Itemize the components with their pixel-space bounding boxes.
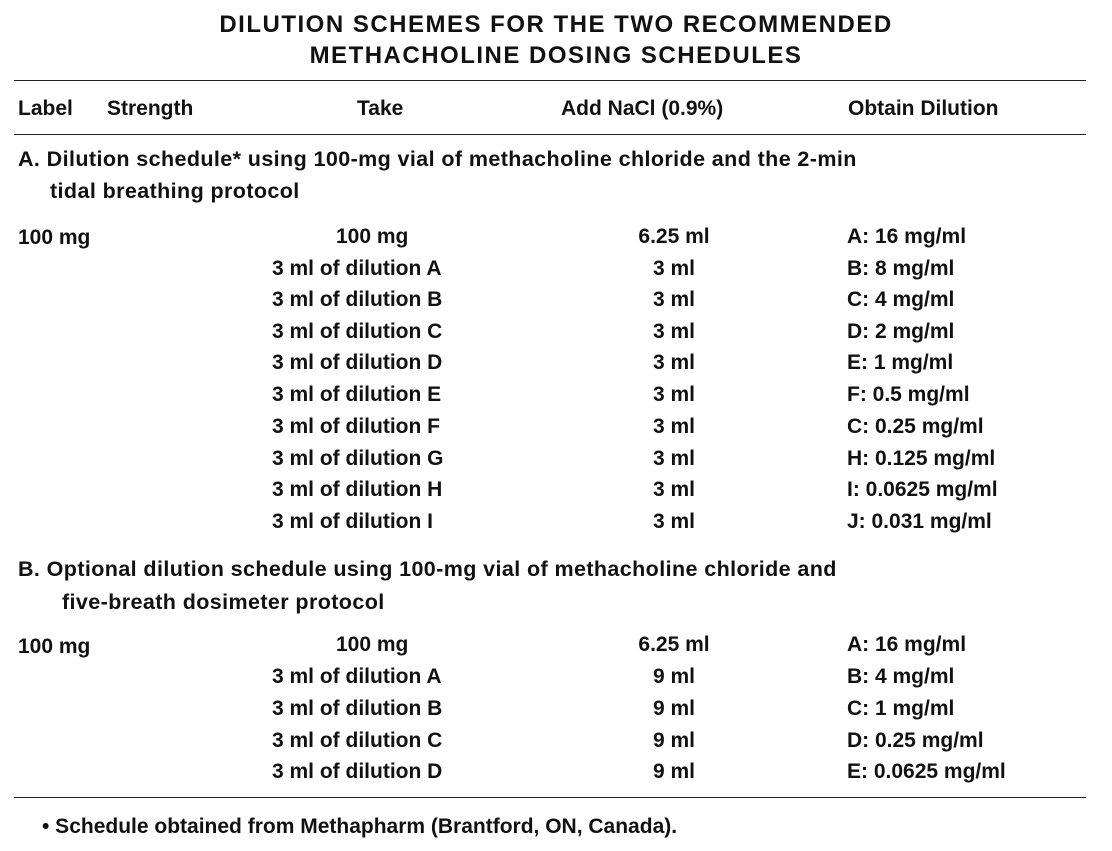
obtain-cell: J: 0.031 mg/ml — [847, 510, 992, 533]
take-cell: 3 ml of dilution G — [272, 447, 444, 470]
nacl-cell: 9 ml — [652, 729, 696, 752]
header-rule — [14, 134, 1086, 135]
take-cell: 3 ml of dilution D — [272, 351, 443, 374]
footnote: • Schedule obtained from Methapharm (Brantford, ON, Canada). — [42, 815, 678, 838]
take-cell: 3 ml of dilution C — [272, 729, 443, 752]
obtain-cell: A: 16 mg/ml — [847, 633, 967, 656]
nacl-cell: 3 ml — [652, 510, 696, 533]
top-rule — [14, 80, 1086, 81]
nacl-cell: 9 ml — [652, 665, 696, 688]
nacl-cell: 3 ml — [652, 320, 696, 343]
take-cell: 3 ml of dilution I — [272, 510, 433, 533]
obtain-cell: H: 0.125 mg/ml — [847, 447, 996, 470]
take-cell: 3 ml of dilution B — [272, 697, 443, 720]
obtain-cell: D: 0.25 mg/ml — [847, 729, 984, 752]
nacl-cell: 3 ml — [652, 351, 696, 374]
header-take: Take — [357, 97, 404, 120]
nacl-cell: 3 ml — [652, 257, 696, 280]
header-obtain-dilution: Obtain Dilution — [848, 97, 999, 120]
take-cell: 3 ml of dilution C — [272, 320, 443, 343]
obtain-cell: C: 0.25 mg/ml — [847, 415, 984, 438]
nacl-cell: 6.25 ml — [638, 225, 710, 248]
bottom-rule — [14, 797, 1086, 798]
nacl-cell: 9 ml — [652, 760, 696, 783]
obtain-cell: C: 1 mg/ml — [847, 697, 955, 720]
nacl-cell: 6.25 ml — [638, 633, 710, 656]
header-strength: Strength — [107, 97, 194, 120]
take-cell: 3 ml of dilution F — [272, 415, 440, 438]
obtain-cell: C: 4 mg/ml — [847, 288, 955, 311]
obtain-cell: A: 16 mg/ml — [847, 225, 967, 248]
section-b-heading-line-1: B. Optional dilution schedule using 100-mg vial of methacholine chloride and — [18, 557, 837, 581]
section-a-heading-line-2: tidal breathing protocol — [50, 179, 300, 203]
header-add-nacl: Add NaCl (0.9%) — [561, 97, 724, 120]
obtain-cell: D: 2 mg/ml — [847, 320, 955, 343]
section-a-strength: 100 mg — [18, 226, 91, 249]
take-cell: 3 ml of dilution A — [272, 665, 442, 688]
header-label: Label — [18, 97, 73, 120]
nacl-cell: 3 ml — [652, 288, 696, 311]
table-title-line-1: DILUTION SCHEMES FOR THE TWO RECOMMENDED — [219, 11, 893, 38]
take-cell: 3 ml of dilution A — [272, 257, 442, 280]
obtain-cell: B: 4 mg/ml — [847, 665, 955, 688]
take-cell: 100 mg — [336, 225, 409, 248]
nacl-cell: 3 ml — [652, 383, 696, 406]
section-b-heading-line-2: five-breath dosimeter protocol — [62, 590, 385, 614]
nacl-cell: 3 ml — [652, 415, 696, 438]
nacl-cell: 9 ml — [652, 697, 696, 720]
section-a-heading-line-1: A. Dilution schedule* using 100-mg vial of methacholine chloride and the 2-min — [18, 147, 857, 171]
table-title-line-2: METHACHOLINE DOSING SCHEDULES — [309, 42, 803, 69]
obtain-cell: E: 0.0625 mg/ml — [847, 760, 1006, 783]
nacl-cell: 3 ml — [652, 447, 696, 470]
section-b-strength: 100 mg — [18, 635, 91, 658]
take-cell: 3 ml of dilution H — [272, 478, 443, 501]
take-cell: 100 mg — [336, 633, 409, 656]
obtain-cell: I: 0.0625 mg/ml — [847, 478, 998, 501]
obtain-cell: E: 1 mg/ml — [847, 351, 954, 374]
obtain-cell: B: 8 mg/ml — [847, 257, 955, 280]
take-cell: 3 ml of dilution D — [272, 760, 443, 783]
take-cell: 3 ml of dilution B — [272, 288, 443, 311]
take-cell: 3 ml of dilution E — [272, 383, 442, 406]
obtain-cell: F: 0.5 mg/ml — [847, 383, 970, 406]
nacl-cell: 3 ml — [652, 478, 696, 501]
